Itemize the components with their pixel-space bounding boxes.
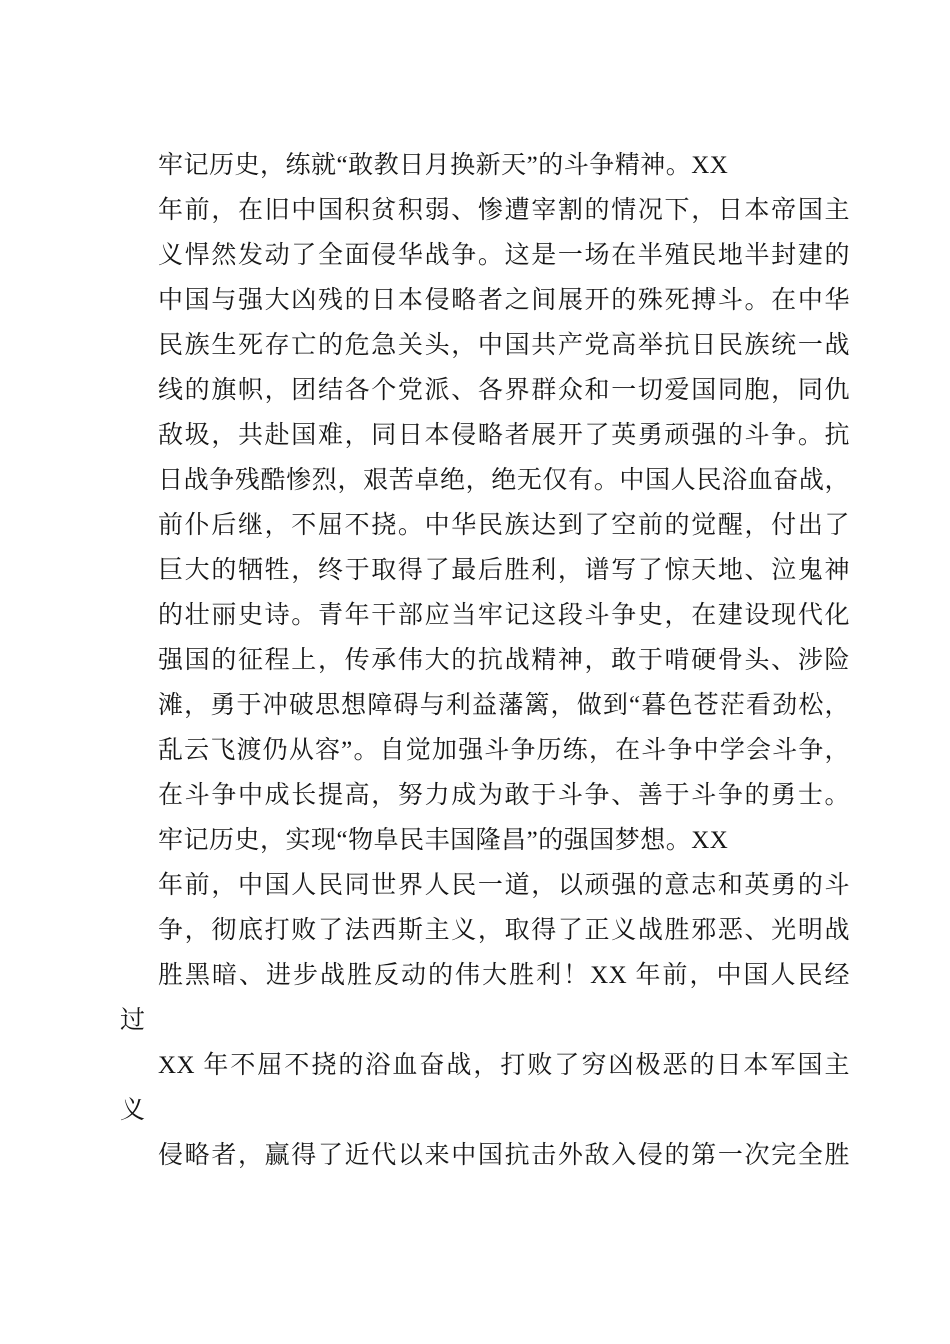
text-line: 强国的征程上，传承伟大的抗战精神，敢于啃硬骨头、涉险 xyxy=(158,647,850,674)
text-line: 敌圾，共赴国难，同日本侵略者展开了英勇顽强的斗争。抗 xyxy=(158,422,850,449)
text-line: 年前，在旧中国积贫积弱、惨遭宰割的情况下，日本帝国主 xyxy=(158,197,850,224)
text-line: XX 年不屈不挠的浴血奋战，打败了穷凶极恶的日本军国主 xyxy=(158,1052,850,1079)
text-line: 胜黑暗、进步战胜反动的伟大胜利！XX 年前，中国人民经 xyxy=(158,962,850,989)
text-line: 乱云飞渡仍从容”。自觉加强斗争历练，在斗争中学会斗争， xyxy=(158,737,850,764)
text-line: 过 xyxy=(120,1007,146,1034)
text-line: 日战争残酷惨烈，艰苦卓绝，绝无仅有。中国人民浴血奋战， xyxy=(158,467,850,494)
text-line: 义悍然发动了全面侵华战争。这是一场在半殖民地半封建的 xyxy=(158,242,850,269)
text-line: 争，彻底打败了法西斯主义，取得了正义战胜邪恶、光明战 xyxy=(158,917,850,944)
text-line: 的壮丽史诗。青年干部应当牢记这段斗争史，在建设现代化 xyxy=(158,602,850,629)
text-line: 牢记历史，实现“物阜民丰国隆昌”的强国梦想。XX xyxy=(158,827,729,854)
text-line: 侵略者，赢得了近代以来中国抗击外敌入侵的第一次完全胜 xyxy=(158,1142,850,1169)
text-line: 牢记历史，练就“敢教日月换新天”的斗争精神。XX xyxy=(158,152,729,179)
text-line: 义 xyxy=(120,1097,146,1124)
text-line: 中国与强大凶残的日本侵略者之间展开的殊死搏斗。在中华 xyxy=(158,287,850,314)
text-line: 巨大的牺牲，终于取得了最后胜利，谱写了惊天地、泣鬼神 xyxy=(158,557,850,584)
text-line: 滩，勇于冲破思想障碍与利益藩篱，做到“暮色苍茫看劲松， xyxy=(158,692,850,719)
text-line: 在斗争中成长提高，努力成为敢于斗争、善于斗争的勇士。 xyxy=(158,782,850,809)
text-line: 线的旗帜，团结各个党派、各界群众和一切爱国同胞，同仇 xyxy=(158,377,850,404)
text-line: 年前，中国人民同世界人民一道，以顽强的意志和英勇的斗 xyxy=(158,872,850,899)
text-line: 前仆后继，不屈不挠。中华民族达到了空前的觉醒，付出了 xyxy=(158,512,850,539)
text-line: 民族生死存亡的危急关头，中国共产党高举抗日民族统一战 xyxy=(158,332,850,359)
